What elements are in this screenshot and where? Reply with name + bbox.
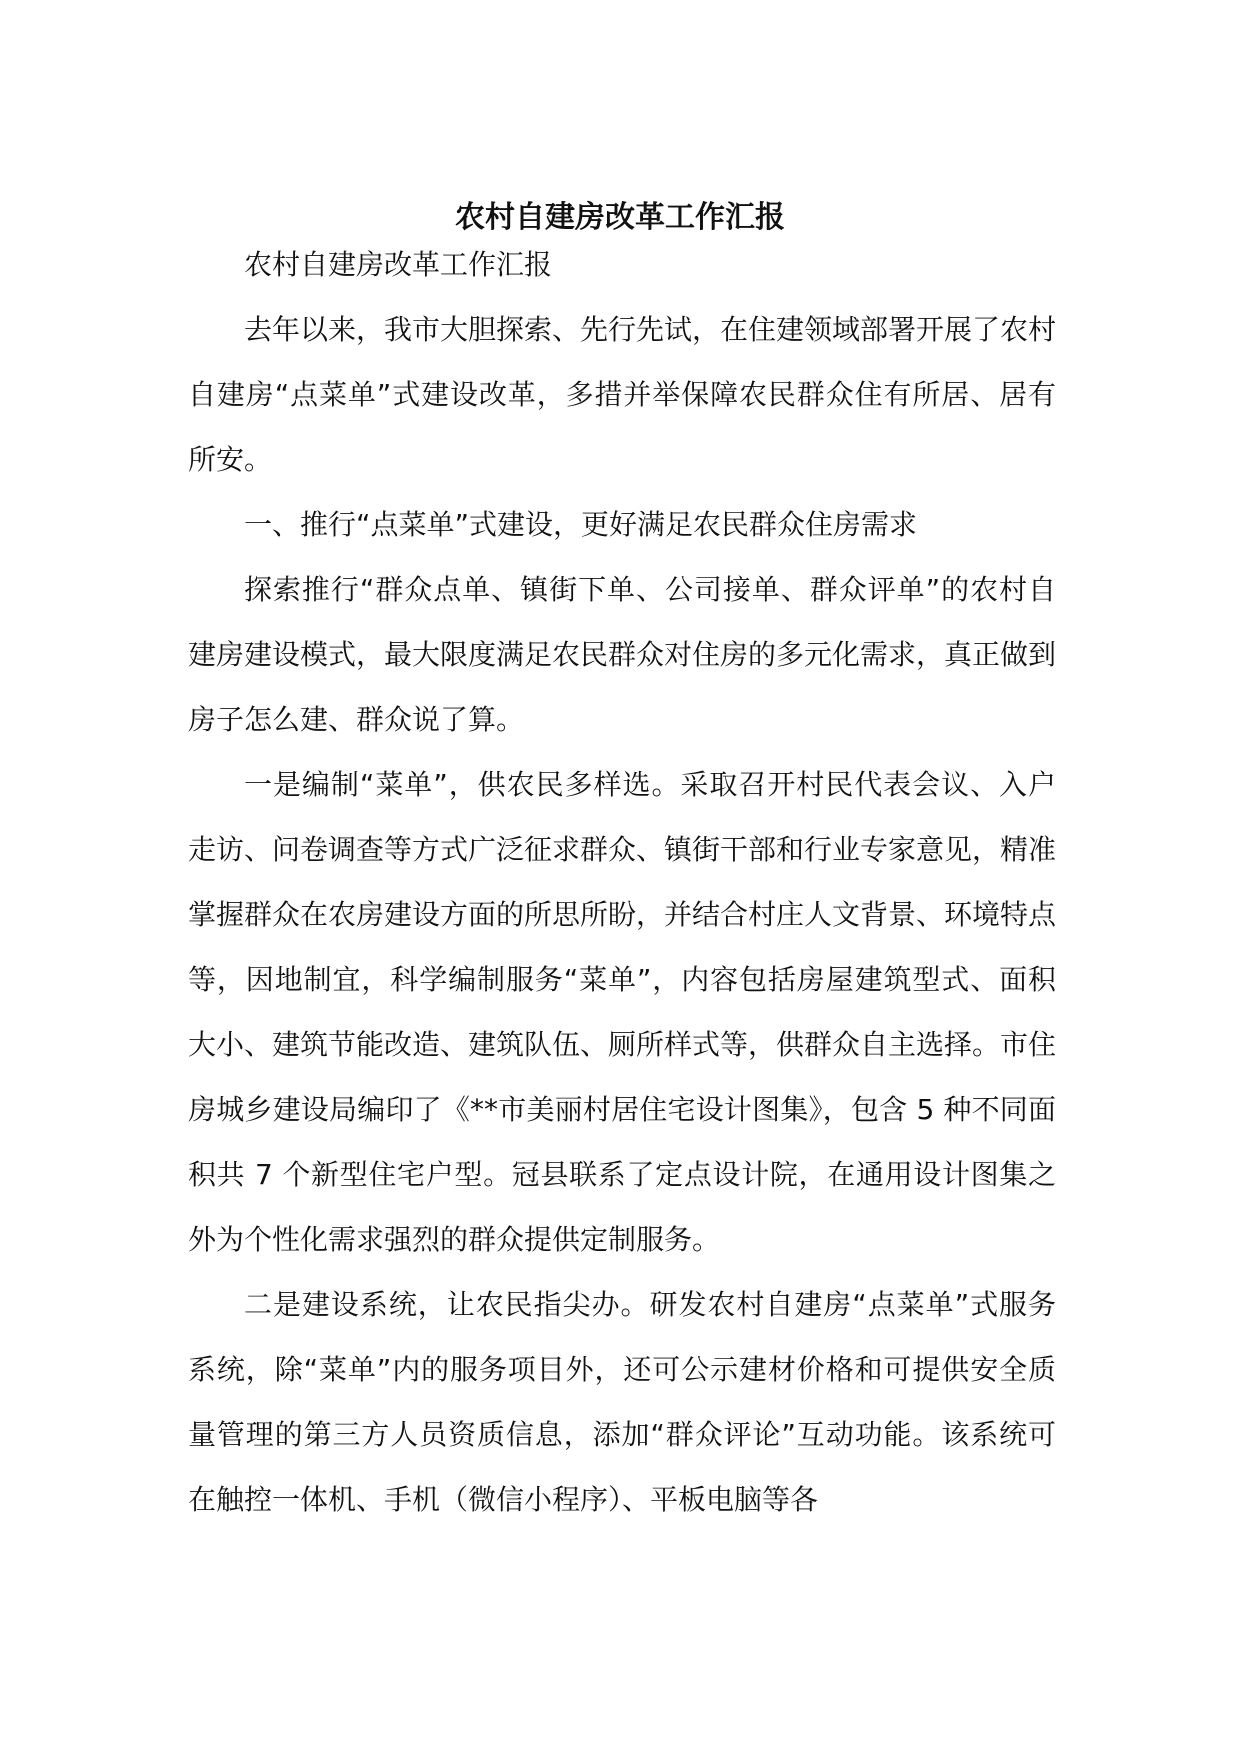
paragraph-subtitle: 农村自建房改革工作汇报 (244, 248, 553, 281)
paragraph-system: 二是建设系统，让农民指尖办。研发农村自建房“点菜单”式服务系统，除“菜单”内的服务项目外，还可公示建材价格和可提供安全质量管理的第三方人员资质信息，添加“群众评论”互动功能。该系统可在触控一体机、手机（微信小程序）、平板电脑等各 (188, 1288, 1056, 1516)
paragraph-intro: 去年以来，我市大胆探索、先行先试，在住建领域部署开展了农村自建房“点菜单”式建设改革，多措并举保障农民群众住有所居、居有所安。 (188, 313, 1057, 476)
document-body (188, 232, 1056, 1532)
document-title: 农村自建房改革工作汇报 (455, 200, 785, 236)
paragraph-model: 探索推行“群众点单、镇街下单、公司接单、群众评单”的农村自建房建设模式，最大限度满足农民群众对住房的多元化需求，真正做到房子怎么建、群众说了算。 (188, 573, 1057, 736)
paragraph-menu: 一是编制“菜单”，供农民多样选。采取召开村民代表会议、入户走访、问卷调查等方式广泛征求群众、镇街干部和行业专家意见，精准掌握群众在农房建设方面的所思所盼，并结合村庄人文背景、环境特点等，因地制宜，科学编制服务“菜单”，内容包括房屋建筑型式、面积大小、建筑节能改造、建筑队伍、厕所样式等，供群众自主选择。市住房城乡建设局编印了《**市美丽村居住宅设计图集》，包含 5 种不同面积共 7 个新型住宅户型。冠县联系了定点设计院，在通用设计图集之外为个性化需求强烈的群众提供定制服务。 (188, 768, 1057, 1256)
section-heading-1: 一、推行“点菜单”式建设，更好满足农民群众住房需求 (244, 508, 918, 541)
